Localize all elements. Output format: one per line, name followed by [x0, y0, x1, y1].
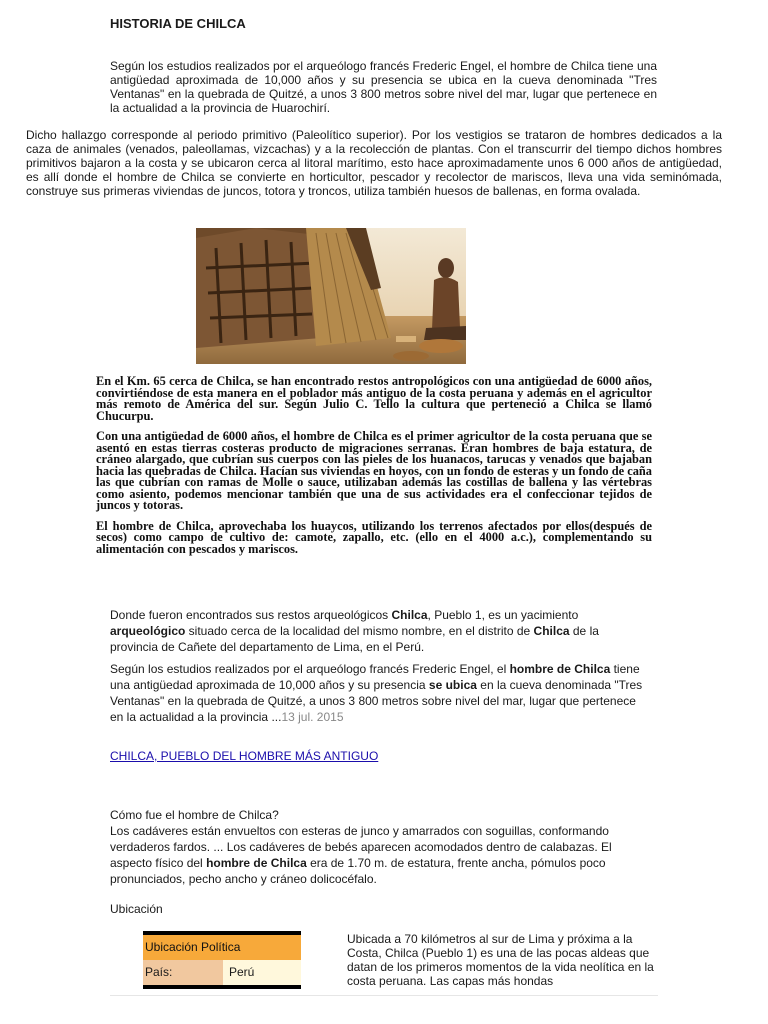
document-title: HISTORIA DE CHILCA: [110, 16, 246, 31]
search-snippet-appearance: Cómo fue el hombre de Chilca? Los cadáveres están envueltos con esteras de junco y amarrados con soguillas, conformando verdaderos fardos. ... Los cadáveres de bebés aparecen acomodados dentro de calabazas. El aspecto físico del hombre de Chilca era de 1.70 m. de estatura, frente ancha, pómulos poco pronunciados, pecho ancho y cráneo dolicocéfalo.: [110, 808, 612, 886]
search-snippet-location: Donde fueron encontrados sus restos arqueológicos Chilca, Pueblo 1, es un yacimiento arqueológico situado cerca de la localidad del mismo nombre, en el distrito de Chilca de la provincia de Cañete del departamento de Lima, en el Perú.: [110, 608, 599, 654]
search-snippet-engel: Según los estudios realizados por el arqueólogo francés Frederic Engel, el hombre de Chilca tiene una antigüedad aproximada de 10,000 años y su presencia se ubica en la cueva denominada "Tres Ventanas" en la quebrada de Quitzé, a unos 3 800 metros sobre nivel del mar, lugar que pertenece en la actualidad a la provincia ...13 jul. 2015: [110, 662, 643, 724]
history-paragraph: Dicho hallazgo corresponde al periodo primitivo (Paleolítico superior). Por los vestigios se trataron de hombres dedicados a la caza de animales (venados, paleollamas, vizcachas) y a la recolección de plantas. Con el transcurrir del tiempo dichos hombres primitivos bajaron a la costa y se ubicaron cerca al litoral marítimo, esto hace aproximadamente unos 6 000 años de antigüedad, es allí donde el hombre de Chilca se convierte en horticultor, pescador y recolector de mariscos, lleva una vida seminómada, construye sus primeras viviendas de juncos, totora y troncos, utiliza también huesos de ballenas, en forma ovalada.: [26, 128, 722, 198]
location-infobox: [143, 931, 301, 989]
diorama-illustration: [196, 228, 466, 364]
scanned-paragraph: En el Km. 65 cerca de Chilca, se han encontrado restos antropológicos con una antigüedad de 6000 años, convirtiéndose de esta manera en el poblador más antiguo de la costa peruana y además en el agricultor más remoto de América del sur. Según Julio C. Tello la cultura que perteneció a Chilca se llamó Chucurpu.: [96, 374, 652, 423]
infobox-label: País:: [143, 960, 223, 985]
divider: [110, 995, 658, 996]
snippet-date: 13 jul. 2015: [281, 710, 344, 724]
ubicacion-heading: Ubicación: [110, 902, 163, 916]
location-description: Ubicada a 70 kilómetros al sur de Lima y próxima a la Costa, Chilca (Pueblo 1) es una de las pocas aldeas que datan de los primeros momentos de la vida neolítica en la costa peruana. Las capas más hondas: [347, 932, 654, 988]
infobox-value: Perú: [223, 960, 301, 985]
intro-paragraph: Según los estudios realizados por el arqueólogo francés Frederic Engel, el hombre de Chilca tiene una antigüedad aproximada de 10,000 años y su presencia se ubica en la cueva denominada "Tres Ventanas" en la quebrada de Quitzé, a unos 3 800 metros sobre nivel del mar, lugar que pertenece en la actualidad a la provincia de Huarochirí.: [110, 59, 657, 115]
scanned-text-block: [96, 376, 652, 590]
chilca-article-link[interactable]: CHILCA, PUEBLO DEL HOMBRE MÁS ANTIGUO: [110, 749, 379, 763]
infobox-row: [143, 960, 301, 985]
scanned-paragraph: Con una antigüedad de 6000 años, el hombre de Chilca es el primer agricultor de la costa peruana que se asentó en estas tierras costeras producto de migraciones serranas. Eran hombres de baja estatura, de cráneo alargado, que cubrían sus cuerpos con las pieles de los huanacos, tarucas y venados que bajaban hacia las quebradas de Chilca. Hacían sus viviendas en hoyos, con un fondo de esteras y un fondo de caña las que cubrían con ramas de Molle o sauce, utilizaban además las costillas de ballena y las vértebras como asiento, podemos mencionar también que una de sus actividades era el confeccionar tejidos de juncos y totoras.: [96, 429, 652, 512]
scanned-paragraph: El hombre de Chilca, aprovechaba los huaycos, utilizando los terrenos afectados por ellos(después de secos) como campo de cultivo de: camote, zapallo, etc. (ello en el 4000 a.c.), complementando su alimentación con pescados y mariscos.: [96, 518, 652, 556]
snippet-question: Cómo fue el hombre de Chilca?: [110, 808, 279, 822]
infobox-header: Ubicación Política: [143, 935, 301, 960]
diorama-photo: [196, 228, 466, 364]
